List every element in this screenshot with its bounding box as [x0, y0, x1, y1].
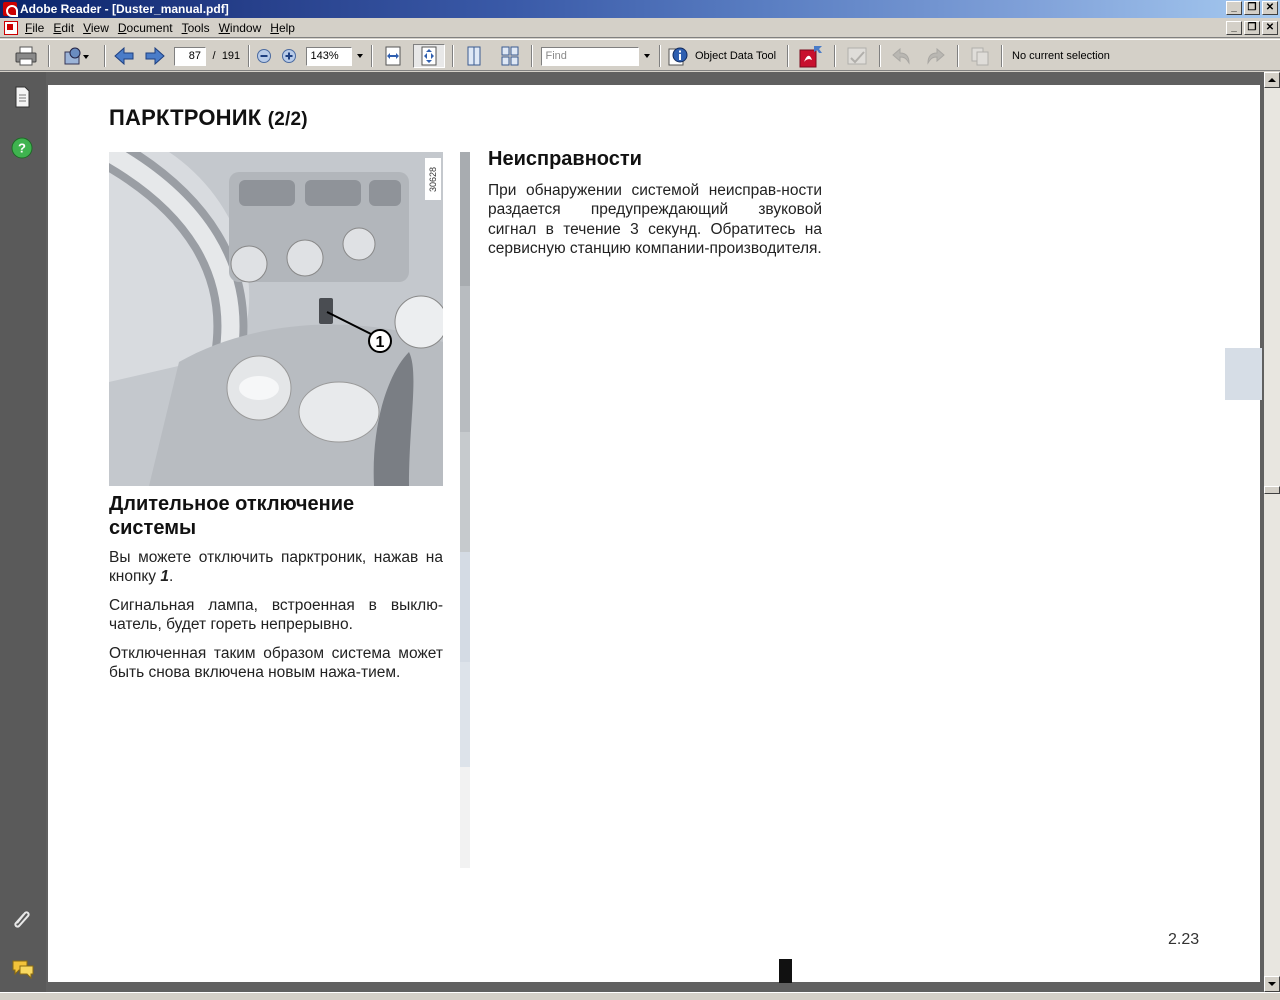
selection-status: No current selection	[1012, 50, 1110, 62]
paperclip-icon	[11, 908, 33, 930]
next-page-button[interactable]	[143, 44, 167, 68]
document-window-controls	[1226, 21, 1278, 35]
menu-view[interactable]: View	[83, 20, 109, 35]
navigation-panel	[0, 72, 46, 992]
find-box[interactable]: Find	[539, 44, 651, 68]
section-heading-disable: Длительное отключение системы	[109, 493, 355, 539]
document-area[interactable]	[46, 72, 1264, 992]
title-bar	[0, 0, 1280, 18]
fit-width-button[interactable]	[380, 44, 406, 68]
grid-pages-icon	[501, 46, 519, 66]
chevron-down-icon	[357, 54, 363, 58]
create-pdf-button[interactable]	[796, 44, 826, 68]
info-icon	[668, 46, 690, 66]
page-number-input[interactable]: 87	[173, 44, 207, 68]
pdf-icon	[798, 44, 824, 68]
svg-text:?: ?	[18, 140, 26, 156]
fit-page-icon	[419, 46, 439, 66]
pdf-page	[48, 85, 1260, 982]
pages-panel-button[interactable]	[11, 86, 33, 108]
zoom-in-button[interactable]	[279, 44, 299, 68]
binoculars-icon	[63, 46, 89, 66]
help-panel-button[interactable]	[11, 137, 33, 159]
undo-button[interactable]	[887, 44, 915, 68]
chapter-tab-marker	[1225, 348, 1262, 400]
section-strip-bars	[460, 152, 470, 868]
dashboard-illustration	[109, 152, 443, 486]
paragraph-malfunctions: При обнаружении системой неисправ-ности раздается предупреждающий звуковой сигнал в течение 3 секунд. Обратитесь на сервисную станцию компании-производителя.	[488, 182, 822, 257]
redo-icon	[926, 47, 946, 65]
menu-document[interactable]: Document	[117, 20, 173, 35]
attachments-panel-button[interactable]	[11, 908, 33, 930]
figure-code: 30628	[425, 158, 441, 200]
redo-button[interactable]	[922, 44, 950, 68]
fit-width-icon	[384, 46, 402, 66]
scroll-up-arrow-icon	[1268, 77, 1276, 83]
comments-panel-button[interactable]	[11, 958, 33, 980]
dashboard-drawing	[109, 152, 443, 486]
vertical-scrollbar[interactable]	[1264, 72, 1280, 992]
paragraph-reenable: Отключенная таким образом система может быть снова включена новым нажа-тием.	[109, 645, 443, 681]
copy-icon	[970, 46, 990, 66]
section-heading-malfunctions: Неисправности	[488, 148, 642, 170]
search-tool-button[interactable]	[56, 44, 96, 68]
find-chevron-down-icon	[644, 54, 650, 58]
fit-page-button[interactable]	[413, 44, 445, 68]
scroll-up-button[interactable]	[1264, 72, 1280, 88]
window-controls	[1226, 1, 1278, 15]
menu-edit[interactable]: Edit	[53, 20, 75, 35]
menu-tools[interactable]: Tools	[181, 20, 210, 35]
single-page-icon	[465, 46, 483, 66]
previous-page-button[interactable]	[112, 44, 136, 68]
copy-button[interactable]	[966, 44, 994, 68]
undo-icon	[891, 47, 911, 65]
section-strip	[460, 152, 470, 868]
scroll-down-button[interactable]	[1264, 976, 1280, 992]
print-registration-mark	[779, 959, 792, 983]
zoom-out-icon	[256, 48, 272, 64]
window-title: Adobe Reader - [Duster_manual.pdf]	[20, 2, 229, 16]
status-strip	[0, 992, 1280, 1000]
zoom-select[interactable]: 143%	[305, 44, 363, 68]
doc-close-button[interactable]: ✕	[1262, 21, 1278, 35]
help-icon	[11, 137, 33, 159]
scroll-thumb[interactable]	[1264, 486, 1280, 494]
menu-bar	[0, 18, 1280, 38]
paragraph-indicator-lamp: Сигнальная лампа, встроенная в выклю-чатель, будет гореть непрерывно.	[109, 597, 443, 633]
menu-file[interactable]: File	[25, 20, 45, 35]
toolbar	[0, 39, 1280, 71]
figure-callout-1: 1	[375, 334, 385, 351]
pages-icon	[11, 86, 33, 108]
spell-check-icon	[846, 46, 868, 66]
page-separator: /	[212, 50, 216, 62]
menu-help[interactable]: Help	[270, 20, 295, 35]
printer-icon	[15, 46, 37, 66]
close-button[interactable]: ✕	[1262, 1, 1278, 15]
page-number: 2.23	[1168, 931, 1200, 948]
arrow-left-icon	[114, 47, 134, 65]
page-count: 191	[221, 50, 241, 62]
menu-window[interactable]: Window	[218, 20, 262, 35]
zoom-in-icon	[281, 48, 297, 64]
facing-pages-button[interactable]	[497, 44, 523, 68]
object-data-tool-label: Object Data Tool	[695, 50, 777, 62]
doc-restore-button[interactable]: ❐	[1244, 21, 1260, 35]
minimize-button[interactable]: _	[1226, 1, 1242, 15]
scroll-down-arrow-icon	[1268, 981, 1276, 987]
restore-button[interactable]: ❐	[1244, 1, 1260, 15]
print-button[interactable]	[12, 44, 40, 68]
arrow-right-icon	[145, 47, 165, 65]
adobe-reader-icon	[3, 2, 17, 16]
page-title: ПАРКТРОНИК (2/2)	[109, 105, 308, 130]
paragraph-disable-instruction: Вы можете отключить парктроник, нажав на кнопку 1.	[109, 549, 443, 585]
object-data-tool-button[interactable]	[668, 44, 780, 68]
zoom-out-button[interactable]	[254, 44, 274, 68]
spell-check-button[interactable]	[843, 44, 871, 68]
comment-icon	[11, 958, 35, 980]
document-icon[interactable]	[4, 21, 18, 35]
single-page-button[interactable]	[461, 44, 487, 68]
doc-minimize-button[interactable]: _	[1226, 21, 1242, 35]
